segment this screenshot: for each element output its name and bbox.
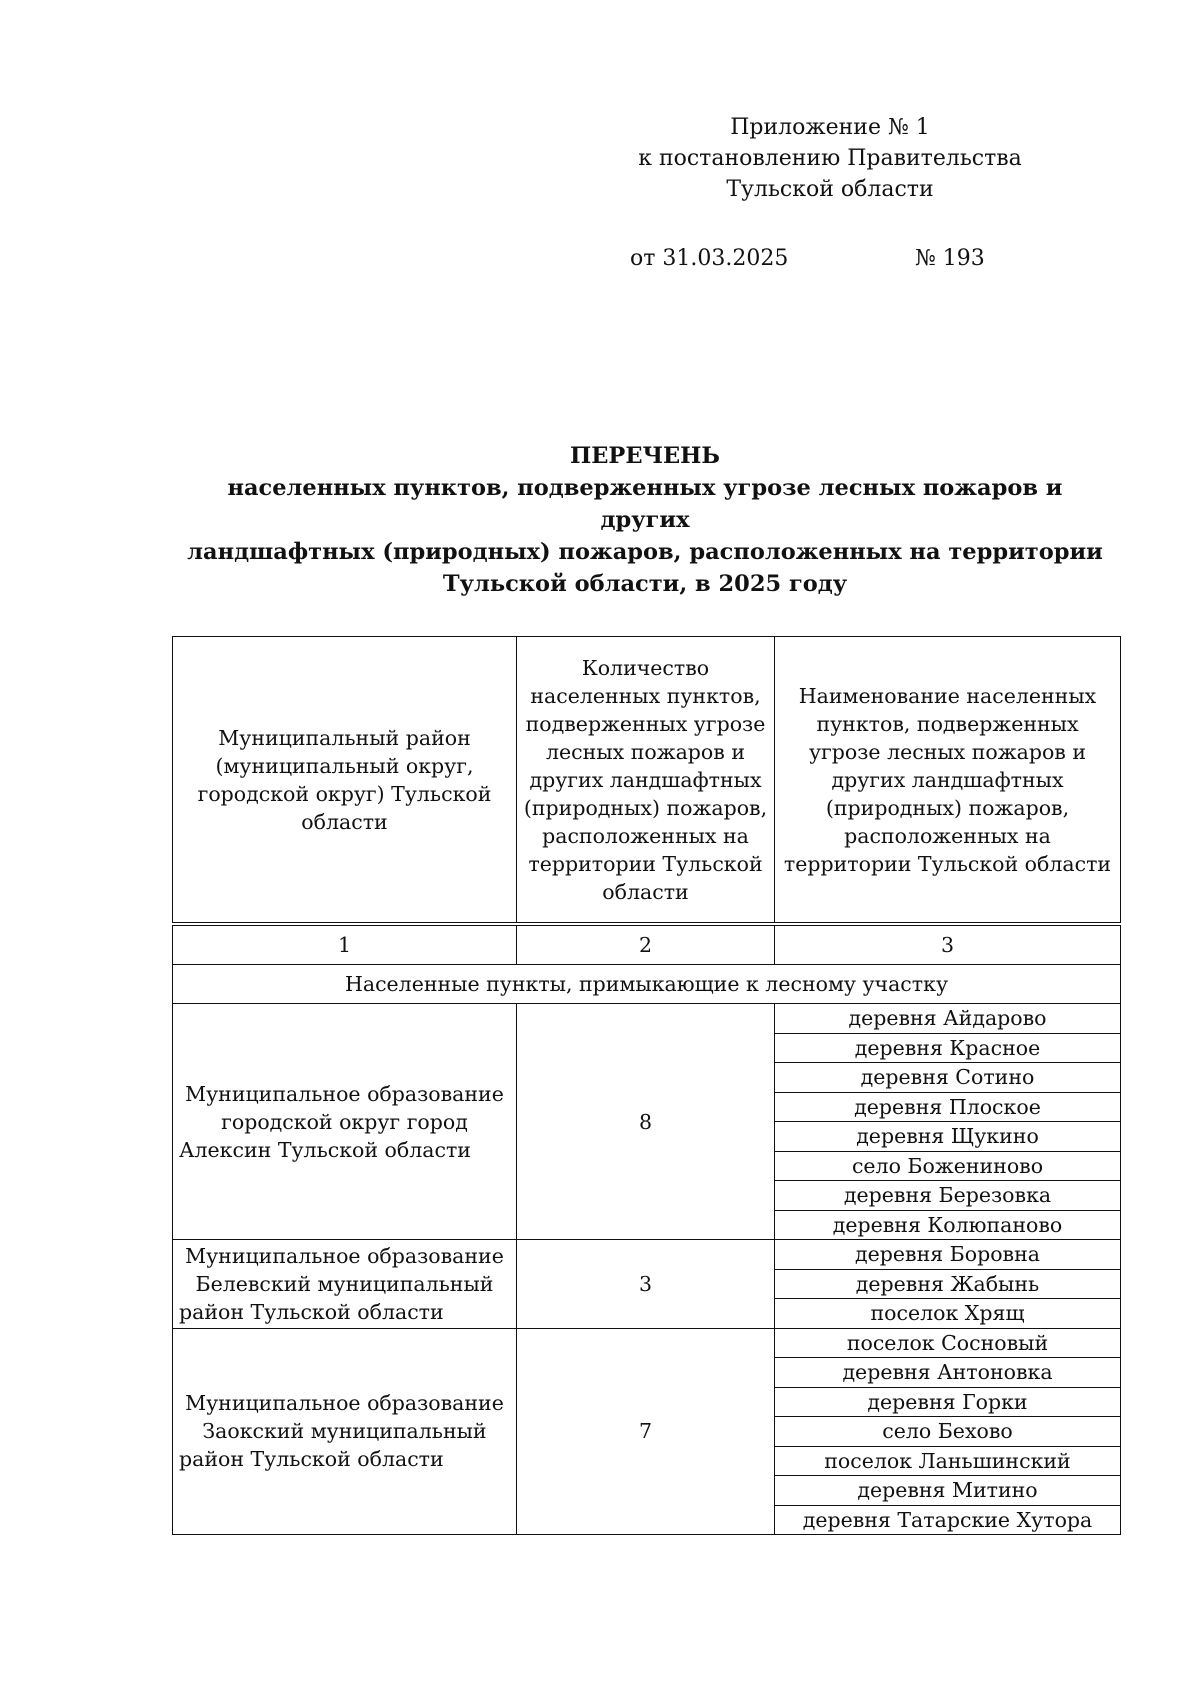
settlement-name: деревня Антоновка: [775, 1358, 1121, 1388]
district-name: Муниципальное образование городской округ город Алексин Тульской области: [173, 1004, 517, 1240]
settlement-name: деревня Колюпаново: [775, 1210, 1121, 1240]
column-numbers-row: [173, 926, 1121, 965]
settlement-name: поселок Хрящ: [775, 1299, 1121, 1329]
column-number-1: 1: [173, 926, 517, 965]
settlement-count: 3: [517, 1240, 775, 1329]
settlement-name: село Бехово: [775, 1417, 1121, 1447]
table-row: [173, 1004, 1121, 1034]
annex-line-2: к постановлению Правительства: [638, 146, 1022, 171]
settlement-name: деревня Березовка: [775, 1181, 1121, 1211]
settlement-name: поселок Ланьшинский: [775, 1446, 1121, 1476]
title-line-3: Тульской области, в 2025 году: [442, 571, 848, 597]
settlement-name: деревня Татарские Хутора: [775, 1505, 1121, 1535]
column-number-3: 3: [775, 926, 1121, 965]
title-line-2: ландшафтных (природных) пожаров, расположенных на территории: [187, 539, 1103, 565]
header-col-3: Наименование населенных пунктов, подверженных угрозе лесных пожаров и других ландшафтных (природных) пожаров, расположенных на территории Тульской области: [775, 637, 1121, 923]
settlement-name: деревня Красное: [775, 1033, 1121, 1063]
resolution-date: от 31.03.2025: [630, 246, 789, 271]
annex-header: [600, 112, 1060, 205]
district-name: Муниципальное образование Заокский муниципальный район Тульской области: [173, 1328, 517, 1535]
table-header-row: [173, 637, 1121, 923]
resolution-number: № 193: [915, 246, 985, 271]
section-title: Населенные пункты, примыкающие к лесному участку: [173, 965, 1121, 1004]
document-title: [180, 440, 1110, 600]
header-col-2: Количество населенных пунктов, подверженных угрозе лесных пожаров и других ландшафтных (природных) пожаров, расположенных на территории Тульской области: [517, 637, 775, 923]
annex-line-1: Приложение № 1: [730, 115, 930, 140]
settlement-name: деревня Митино: [775, 1476, 1121, 1506]
settlements-table: [172, 636, 1121, 1535]
settlement-name: деревня Боровна: [775, 1240, 1121, 1270]
settlement-name: деревня Плоское: [775, 1092, 1121, 1122]
settlement-name: деревня Сотино: [775, 1063, 1121, 1093]
header-col-1: Муниципальный район (муниципальный округ, городской округ) Тульской области: [173, 637, 517, 923]
settlement-name: деревня Жабынь: [775, 1269, 1121, 1299]
table-row: [173, 1240, 1121, 1270]
title-line-1: населенных пунктов, подверженных угрозе лесных пожаров и других: [227, 475, 1063, 533]
settlement-count: 7: [517, 1328, 775, 1535]
title-heading: ПЕРЕЧЕНЬ: [570, 443, 720, 469]
settlement-count: 8: [517, 1004, 775, 1240]
settlement-name: поселок Сосновый: [775, 1328, 1121, 1358]
settlement-name: деревня Айдарово: [775, 1004, 1121, 1034]
settlement-name: село Божениново: [775, 1151, 1121, 1181]
column-number-2: 2: [517, 926, 775, 965]
section-row: [173, 965, 1121, 1004]
settlement-name: деревня Горки: [775, 1387, 1121, 1417]
annex-line-3: Тульской области: [726, 177, 934, 202]
district-name: Муниципальное образование Белевский муниципальный район Тульской области: [173, 1240, 517, 1329]
settlement-name: деревня Щукино: [775, 1122, 1121, 1152]
table-row: [173, 1328, 1121, 1358]
